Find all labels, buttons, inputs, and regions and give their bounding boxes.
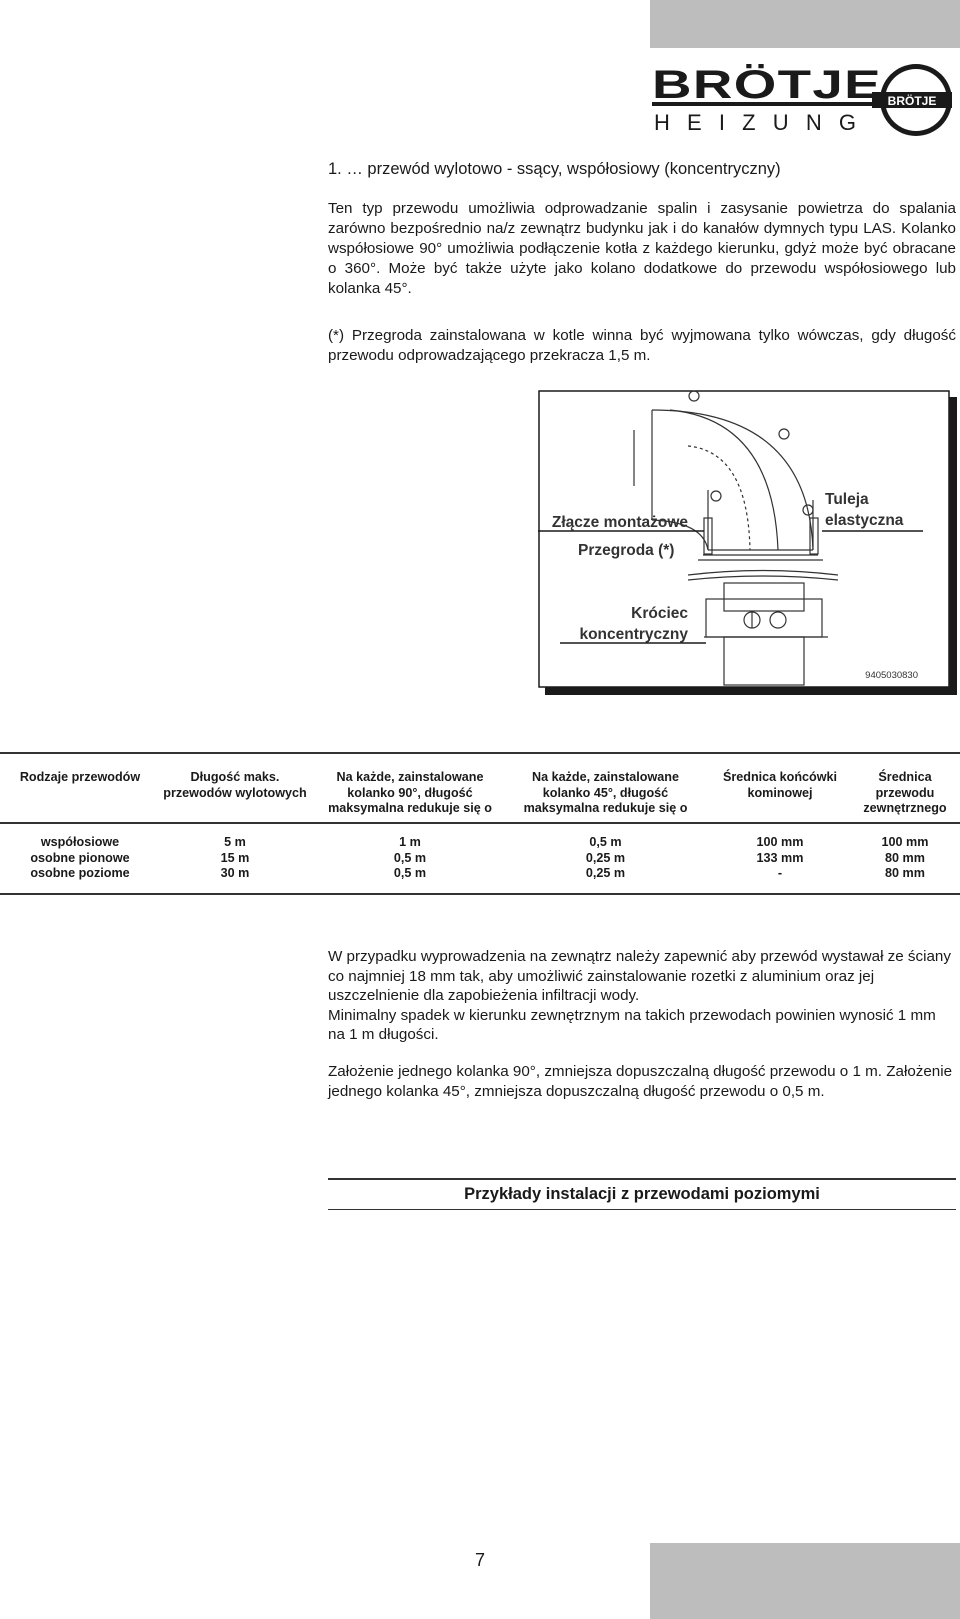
label-tuleja-1: Tuleja bbox=[825, 491, 869, 508]
column-srednica-przewodu bbox=[850, 835, 960, 882]
label-krociec-1: Króciec bbox=[631, 605, 688, 622]
header-dlugosc: Długość maks. przewodów wylotowych bbox=[163, 770, 307, 800]
logo-brand: BRÖTJE bbox=[652, 63, 821, 107]
examples-underline bbox=[328, 1209, 956, 1210]
table-cell: osobne poziome bbox=[30, 866, 130, 880]
column-kolanko-45 bbox=[508, 835, 703, 882]
table-cell: osobne pionowe bbox=[30, 850, 130, 865]
column-rodzaje bbox=[0, 835, 160, 882]
page-number: 7 bbox=[474, 1550, 485, 1570]
header-rodzaje: Rodzaje przewodów bbox=[19, 770, 141, 784]
wall-exit-note: W przypadku wyprowadzenia na zewnątrz należy zapewnić aby przewód wystawał ze ściany co najmniej 18 mm tak, aby umożliwić zainstalowanie rozetki z aluminium oraz jej uszczelnienie dla zapobieżenia infiltracji wody. Minimalny spadek w kierunku zewnętrznym na takich przewodach powinien wynosić 1 mm na 1 m długości. bbox=[328, 948, 951, 1043]
logo-badge: BRÖTJE bbox=[887, 94, 937, 108]
table-cell: 0,25 m bbox=[585, 866, 626, 880]
page-tab-bottom bbox=[650, 1543, 960, 1619]
table-cell: 30 m bbox=[220, 866, 250, 880]
column-srednica-koncowki bbox=[705, 835, 855, 882]
table-cell: 5 m bbox=[224, 835, 246, 849]
page-tab-top bbox=[650, 0, 960, 48]
header-srednica-przewodu: Średnica przewodu zewnętrznego bbox=[863, 770, 947, 815]
table-cell: 100 mm bbox=[881, 835, 929, 849]
section-heading: 1. … przewód wylotowo - ssący, współosiowy (koncentryczny) bbox=[328, 160, 781, 178]
table-cell: 0,5 m bbox=[393, 866, 427, 880]
examples-title: Przykłady instalacji z przewodami poziomymi bbox=[464, 1185, 820, 1203]
column-dlugosc bbox=[160, 835, 310, 882]
column-kolanko-90 bbox=[315, 835, 505, 882]
table-cell: 0,5 m bbox=[589, 835, 622, 849]
table-header-rule bbox=[0, 822, 960, 824]
examples-top-rule bbox=[328, 1178, 956, 1180]
diagram-code: 9405030830 bbox=[865, 670, 918, 681]
table-cell: 80 mm bbox=[885, 850, 925, 865]
elbow-diagram bbox=[538, 390, 960, 700]
table-bottom-rule bbox=[0, 893, 960, 895]
table-cell: 80 mm bbox=[885, 866, 925, 880]
table-cell: 100 mm bbox=[756, 835, 804, 849]
label-krociec-2: koncentryczny bbox=[579, 626, 688, 643]
header-kolanko-90: Na każde, zainstalowane kolanko 90°, długość maksymalna redukuje się o bbox=[328, 770, 492, 815]
label-zlacze: Złącze montażowe bbox=[551, 514, 688, 531]
label-tuleja-2: elastyczna bbox=[825, 512, 904, 529]
table-cell: 15 m bbox=[220, 850, 250, 865]
baffle-note: (*) Przegroda zainstalowana w kotle winna być wyjmowana tylko wówczas, gdy długość przewodu odprowadzającego przekracza 1,5 m. bbox=[328, 327, 956, 364]
header-kolanko-45: Na każde, zainstalowane kolanko 45°, długość maksymalna redukuje się o bbox=[523, 770, 688, 815]
brotje-logo bbox=[652, 62, 954, 136]
logo-sub: HEIZUNG bbox=[654, 110, 856, 135]
table-cell: współosiowe bbox=[40, 835, 120, 849]
table-cell: 133 mm bbox=[756, 850, 804, 865]
table-cell: 0,5 m bbox=[393, 850, 427, 865]
table-cell: - bbox=[777, 866, 783, 880]
intro-paragraph: Ten typ przewodu umożliwia odprowadzanie spalin i zasysanie powietrza do spalania zarówno bezpośrednio na/z zewnątrz budynku jak i do kanałów dymnych typu LAS. Kolanko współosiowe 90° umożliwia podłączenie kotła z każdego kierunku, gdyż może być obracane o 360°. Może być także użyte jako kolano dodatkowe do przewodu współosiowego lub kolanka 45°. bbox=[328, 200, 956, 297]
table-top-rule bbox=[0, 752, 960, 754]
header-srednica-koncowki: Średnica końcówki kominowej bbox=[722, 770, 838, 800]
label-przegroda: Przegroda (*) bbox=[578, 542, 675, 559]
table-cell: 0,25 m bbox=[585, 850, 626, 865]
table-cell: 1 m bbox=[399, 835, 421, 849]
elbow-reduction-note: Założenie jednego kolanka 90°, zmniejsza dopuszczalną długość przewodu o 1 m. Założenie jednego kolanka 45°, zmniejsza dopuszczalną długość przewodu o 0,5 m. bbox=[328, 1063, 953, 1100]
